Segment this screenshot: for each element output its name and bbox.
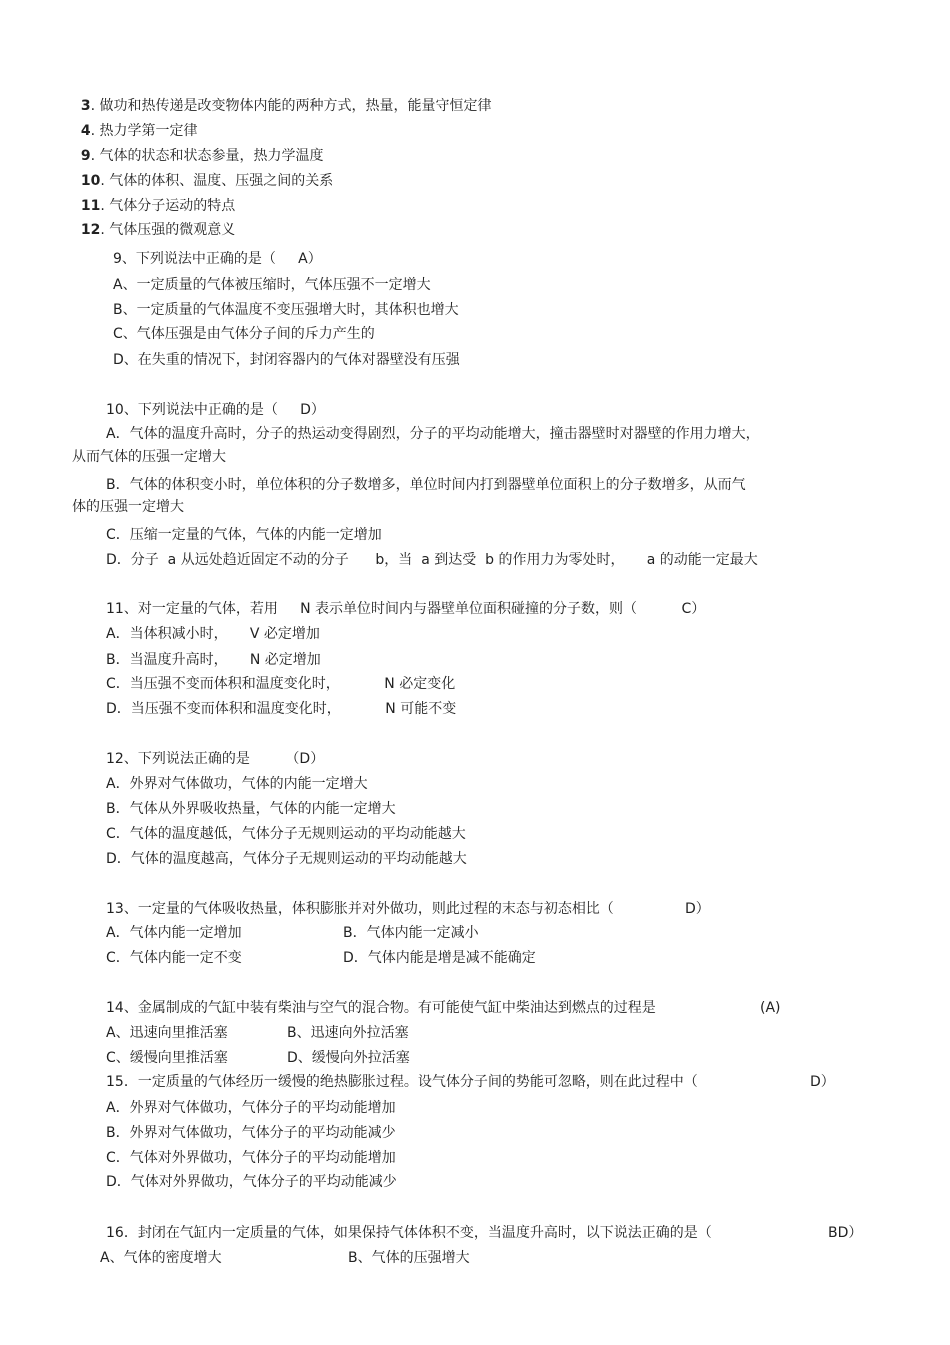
question-14-stem: 14、金属制成的气缸中装有柴油与空气的混合物。有可能使气缸中柴油达到燃点的过程是 (106, 1000, 656, 1016)
topic-text: . 气体压强的微观意义 (100, 222, 236, 238)
question-12-option-d: D．气体的温度越高，气体分子无规则运动的平均动能越大 (106, 851, 467, 867)
question-9-option-d: D、在失重的情况下，封闭容器内的气体对器壁没有压强 (113, 352, 460, 368)
topic-number: 9 (80, 148, 91, 164)
question-14-answer: (A) (760, 1000, 781, 1016)
question-9-option-b: B、一定质量的气体温度不变压强增大时，其体积也增大 (113, 302, 459, 318)
question-16-option-a: A、气体的密度增大 (100, 1250, 222, 1266)
question-14-option-c: C、缓慢向里推活塞 (106, 1050, 228, 1066)
question-10-option-a-line1: A．气体的温度升高时，分子的热运动变得剧烈，分子的平均动能增大，撞击器壁时对器壁的作用力增大， (106, 426, 760, 442)
question-10-option-c: C．压缩一定量的气体，气体的内能一定增加 (106, 527, 382, 543)
question-12-option-a: A．外界对气体做功，气体的内能一定增大 (106, 776, 368, 792)
question-10-stem: 10、下列说法中正确的是（ D） (106, 402, 325, 418)
question-10-option-b-line1: B．气体的体积变小时，单位体积的分子数增多，单位时间内打到器壁单位面积上的分子数增多，从而气 (106, 477, 746, 493)
topic-number: 12 (80, 222, 101, 238)
question-11-stem: 11、对一定量的气体，若用 N 表示单位时间内与器壁单位面积碰撞的分子数，则（ C） (106, 601, 706, 617)
question-13-option-b: B．气体内能一定减小 (343, 925, 479, 941)
topic-number: 4 (80, 123, 91, 139)
question-11-option-d: D．当压强不变而体积和温度变化时， N 可能不变 (106, 701, 457, 717)
question-12-option-b: B．气体从外界吸收热量，气体的内能一定增大 (106, 801, 396, 817)
question-16-answer: BD） (828, 1225, 863, 1241)
topic-text: . 气体分子运动的特点 (100, 198, 236, 214)
question-10-option-a-line2: 从而气体的压强一定增大 (72, 449, 226, 465)
question-11-option-a: A．当体积减小时， V 必定增加 (106, 626, 320, 642)
topic-number: 11 (80, 198, 101, 214)
question-14-option-d: D、缓慢向外拉活塞 (287, 1050, 410, 1066)
question-14-option-b: B、迅速向外拉活塞 (287, 1025, 409, 1041)
question-15-option-d: D．气体对外界做功，气体分子的平均动能减少 (106, 1174, 397, 1190)
topic-number: 3 (80, 98, 91, 114)
question-10-option-b-line2: 体的压强一定增大 (72, 499, 184, 515)
topic-text: . 气体的状态和状态参量，热力学温度 (90, 148, 324, 164)
topic-text: . 热力学第一定律 (90, 123, 198, 139)
question-15-stem: 15．一定质量的气体经历一缓慢的绝热膨胀过程。设气体分子间的势能可忽略，则在此过程中（ (106, 1074, 698, 1090)
topic-item (72, 203, 235, 239)
question-13-stem: 13、一定量的气体吸收热量，体积膨胀并对外做功，则此过程的末态与初态相比（ D） (106, 901, 710, 917)
question-9-stem: 9、下列说法中正确的是（ A） (113, 251, 322, 267)
question-15-option-c: C．气体对外界做功，气体分子的平均动能增加 (106, 1150, 396, 1166)
question-12-option-c: C．气体的温度越低，气体分子无规则运动的平均动能越大 (106, 826, 466, 842)
topic-text: . 做功和热传递是改变物体内能的两种方式，热量，能量守恒定律 (90, 98, 492, 114)
question-13-option-d: D．气体内能是增是减不能确定 (343, 950, 536, 966)
question-11-option-b: B．当温度升高时， N 必定增加 (106, 652, 321, 668)
question-9-option-a: A、一定质量的气体被压缩时，气体压强不一定增大 (113, 277, 431, 293)
question-9-option-c: C、气体压强是由气体分子间的斥力产生的 (113, 326, 375, 342)
topic-number: 10 (80, 173, 101, 189)
question-11-option-c: C．当压强不变而体积和温度变化时， N 必定变化 (106, 676, 456, 692)
question-12-stem: 12、下列说法正确的是 （D） (106, 751, 325, 767)
question-15-answer: D） (810, 1074, 835, 1090)
question-13-option-c: C．气体内能一定不变 (106, 950, 242, 966)
question-15-option-a: A．外界对气体做功，气体分子的平均动能增加 (106, 1100, 396, 1116)
question-16-stem: 16．封闭在气缸内一定质量的气体，如果保持气体体积不变，当温度升高时，以下说法正确的是（ (106, 1225, 712, 1241)
question-14-option-a: A、迅速向里推活塞 (106, 1025, 228, 1041)
question-15-option-b: B．外界对气体做功，气体分子的平均动能减少 (106, 1125, 396, 1141)
question-10-option-d: D．分子 a 从远处趋近固定不动的分子 b，当 a 到达受 b 的作用力为零处时， a 的动能一定最大 (106, 552, 758, 568)
question-16-option-b: B、气体的压强增大 (348, 1250, 470, 1266)
topic-text: . 气体的体积、温度、压强之间的关系 (100, 173, 334, 189)
question-13-option-a: A．气体内能一定增加 (106, 925, 242, 941)
